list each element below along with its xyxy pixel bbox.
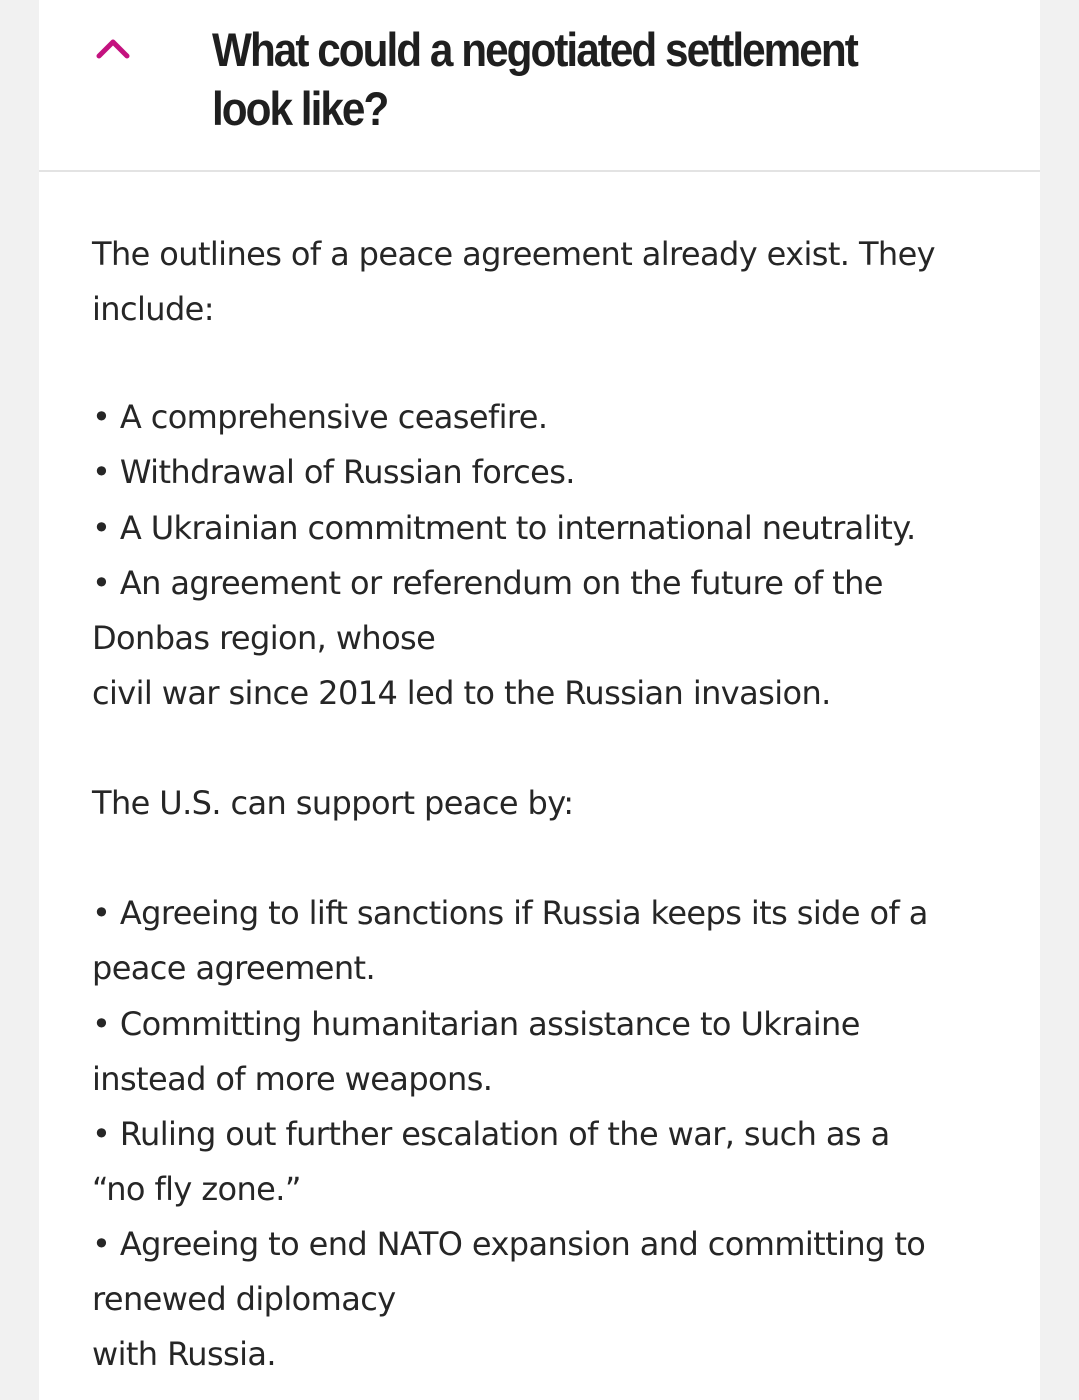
list-item: • Withdrawal of Russian forces. [92, 453, 575, 491]
intro-paragraph: The outlines of a peace agreement already exist. They include: [92, 235, 935, 328]
list-item: • A Ukrainian commitment to international neutrality. [92, 509, 916, 547]
us-intro-paragraph: The U.S. can support peace by: [92, 784, 574, 822]
list-item: • Agreeing to lift sanctions if Russia keeps its side of a peace agreement. [92, 894, 928, 987]
list-item: • Committing humanitarian assistance to Ukraine instead of more weapons. [92, 1005, 860, 1098]
list-item: • Ruling out further escalation of the war, such as a “no fly zone.” [92, 1115, 890, 1208]
list-item: • Agreeing to end NATO expansion and committing to renewed diplomacy with Russia. [92, 1225, 926, 1373]
accordion-header[interactable] [39, 0, 1040, 172]
list-item: • A comprehensive ceasefire. [92, 398, 548, 436]
list-item: • An agreement or referendum on the future of the Donbas region, whose civil war since 2014 led to the Russian invasion. [92, 564, 883, 712]
accordion-title: What could a negotiated settlement look like? [212, 23, 857, 135]
settlement-card [39, 0, 1040, 1400]
chevron-up-icon[interactable] [95, 36, 131, 60]
